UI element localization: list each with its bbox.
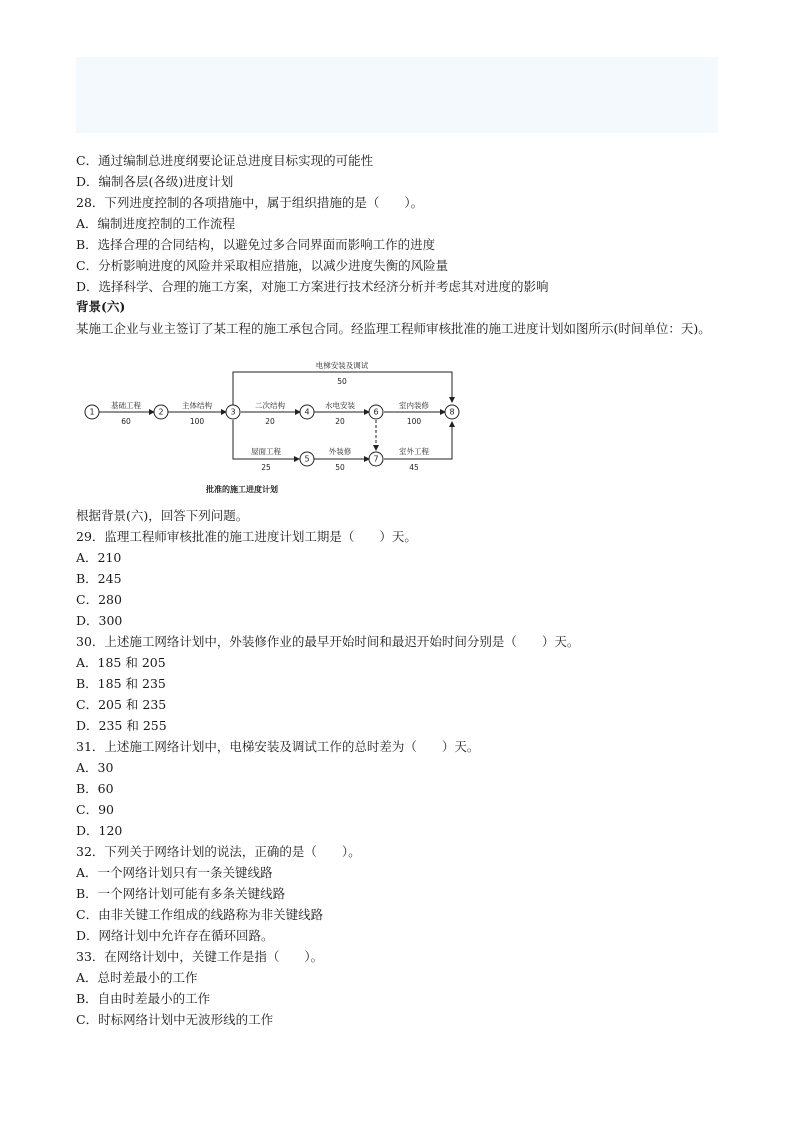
activity-duration: 20	[265, 417, 275, 426]
node-label: 4	[304, 407, 310, 417]
node-label: 5	[304, 454, 310, 464]
top-banner	[76, 57, 718, 133]
activity-duration: 20	[335, 417, 345, 426]
node-label: 3	[230, 407, 236, 417]
option-b-32: B．一个网络计划可能有多条关键线路	[76, 886, 286, 901]
option-c-30: C．205 和 235	[76, 697, 167, 712]
activity-name: 电梯安装及调试	[315, 361, 369, 370]
activity-name: 屋面工程	[251, 447, 281, 456]
question-30: 30．上述施工网络计划中，外装修作业的最早开始时间和最迟开始时间分别是（ ）天。	[76, 634, 580, 649]
option-c-31: C．90	[76, 802, 114, 817]
option-d-28: D．选择科学、合理的施工方案，对施工方案进行技术经济分析并考虑其对进度的影响	[76, 279, 549, 294]
option-b-33: B．自由时差最小的工作	[76, 991, 211, 1006]
question-29: 29．监理工程师审核批准的施工进度计划工期是（ ）天。	[76, 529, 417, 544]
activity-name: 室外工程	[399, 447, 429, 456]
option-d-30: D．235 和 255	[76, 718, 167, 733]
option-c-28: C．分析影响进度的风险并采取相应措施，以减少进度失衡的风险量	[76, 258, 449, 273]
option-d-27: D．编制各层(各级)进度计划	[76, 174, 234, 189]
option-b-28: B．选择合理的合同结构，以避免过多合同界面而影响工作的进度	[76, 237, 436, 252]
option-c-27: C．通过编制总进度纲要论证总进度目标实现的可能性	[76, 153, 374, 168]
option-c-33: C．时标网络计划中无波形线的工作	[76, 1012, 274, 1027]
background-title: 背景(六)	[76, 299, 126, 314]
node-label: 7	[373, 454, 379, 464]
option-a-33: A．总时差最小的工作	[76, 970, 198, 985]
activity-name: 主体结构	[182, 401, 212, 410]
option-c-29: C．280	[76, 592, 122, 607]
activity-duration: 60	[121, 417, 131, 426]
question-31: 31．上述施工网络计划中，电梯安装及调试工作的总时差为（ ）天。	[76, 739, 480, 754]
diagram-caption: 批准的施工进度计划	[206, 485, 278, 494]
option-b-30: B．185 和 235	[76, 676, 166, 691]
activity-duration: 50	[337, 377, 347, 386]
option-a-30: A．185 和 205	[76, 655, 166, 670]
intro-line: 根据背景(六)，回答下列问题。	[76, 508, 249, 523]
option-a-31: A．30	[76, 760, 114, 775]
option-d-29: D．300	[76, 613, 123, 628]
activity-duration: 25	[261, 463, 271, 472]
node-label: 6	[373, 407, 379, 417]
activity-name: 外装修	[328, 447, 352, 456]
option-d-32: D．网络计划中允许存在循环回路。	[76, 928, 274, 943]
activity-duration: 50	[335, 463, 345, 472]
option-b-31: B．60	[76, 781, 114, 796]
activity-duration: 45	[409, 463, 419, 472]
network-diagram	[82, 358, 472, 498]
background-text: 某施工企业与业主签订了某工程的施工承包合同。经监理工程师审核批准的施工进度计划如图所示(时间单位：天)。	[76, 321, 711, 336]
activity-name: 室内装修	[399, 401, 429, 410]
node-label: 2	[158, 407, 164, 417]
question-28: 28．下列进度控制的各项措施中，属于组织措施的是（ ）。	[76, 195, 424, 210]
option-c-32: C．由非关键工作组成的线路称为非关键线路	[76, 907, 324, 922]
node-label: 1	[89, 407, 95, 417]
activity-duration: 100	[406, 417, 422, 426]
node-label: 8	[449, 407, 455, 417]
activity-name: 水电安装	[325, 401, 355, 410]
option-a-29: A．210	[76, 550, 122, 565]
activity-duration: 100	[189, 417, 205, 426]
option-d-31: D．120	[76, 823, 123, 838]
option-b-29: B．245	[76, 571, 122, 586]
activity-name: 二次结构	[255, 401, 285, 410]
option-a-28: A．编制进度控制的工作流程	[76, 216, 236, 231]
option-a-32: A．一个网络计划只有一条关键线路	[76, 865, 273, 880]
question-32: 32．下列关于网络计划的说法，正确的是（ ）。	[76, 844, 361, 859]
activity-name: 基础工程	[111, 401, 141, 410]
question-33: 33．在网络计划中，关键工作是指（ ）。	[76, 949, 324, 964]
